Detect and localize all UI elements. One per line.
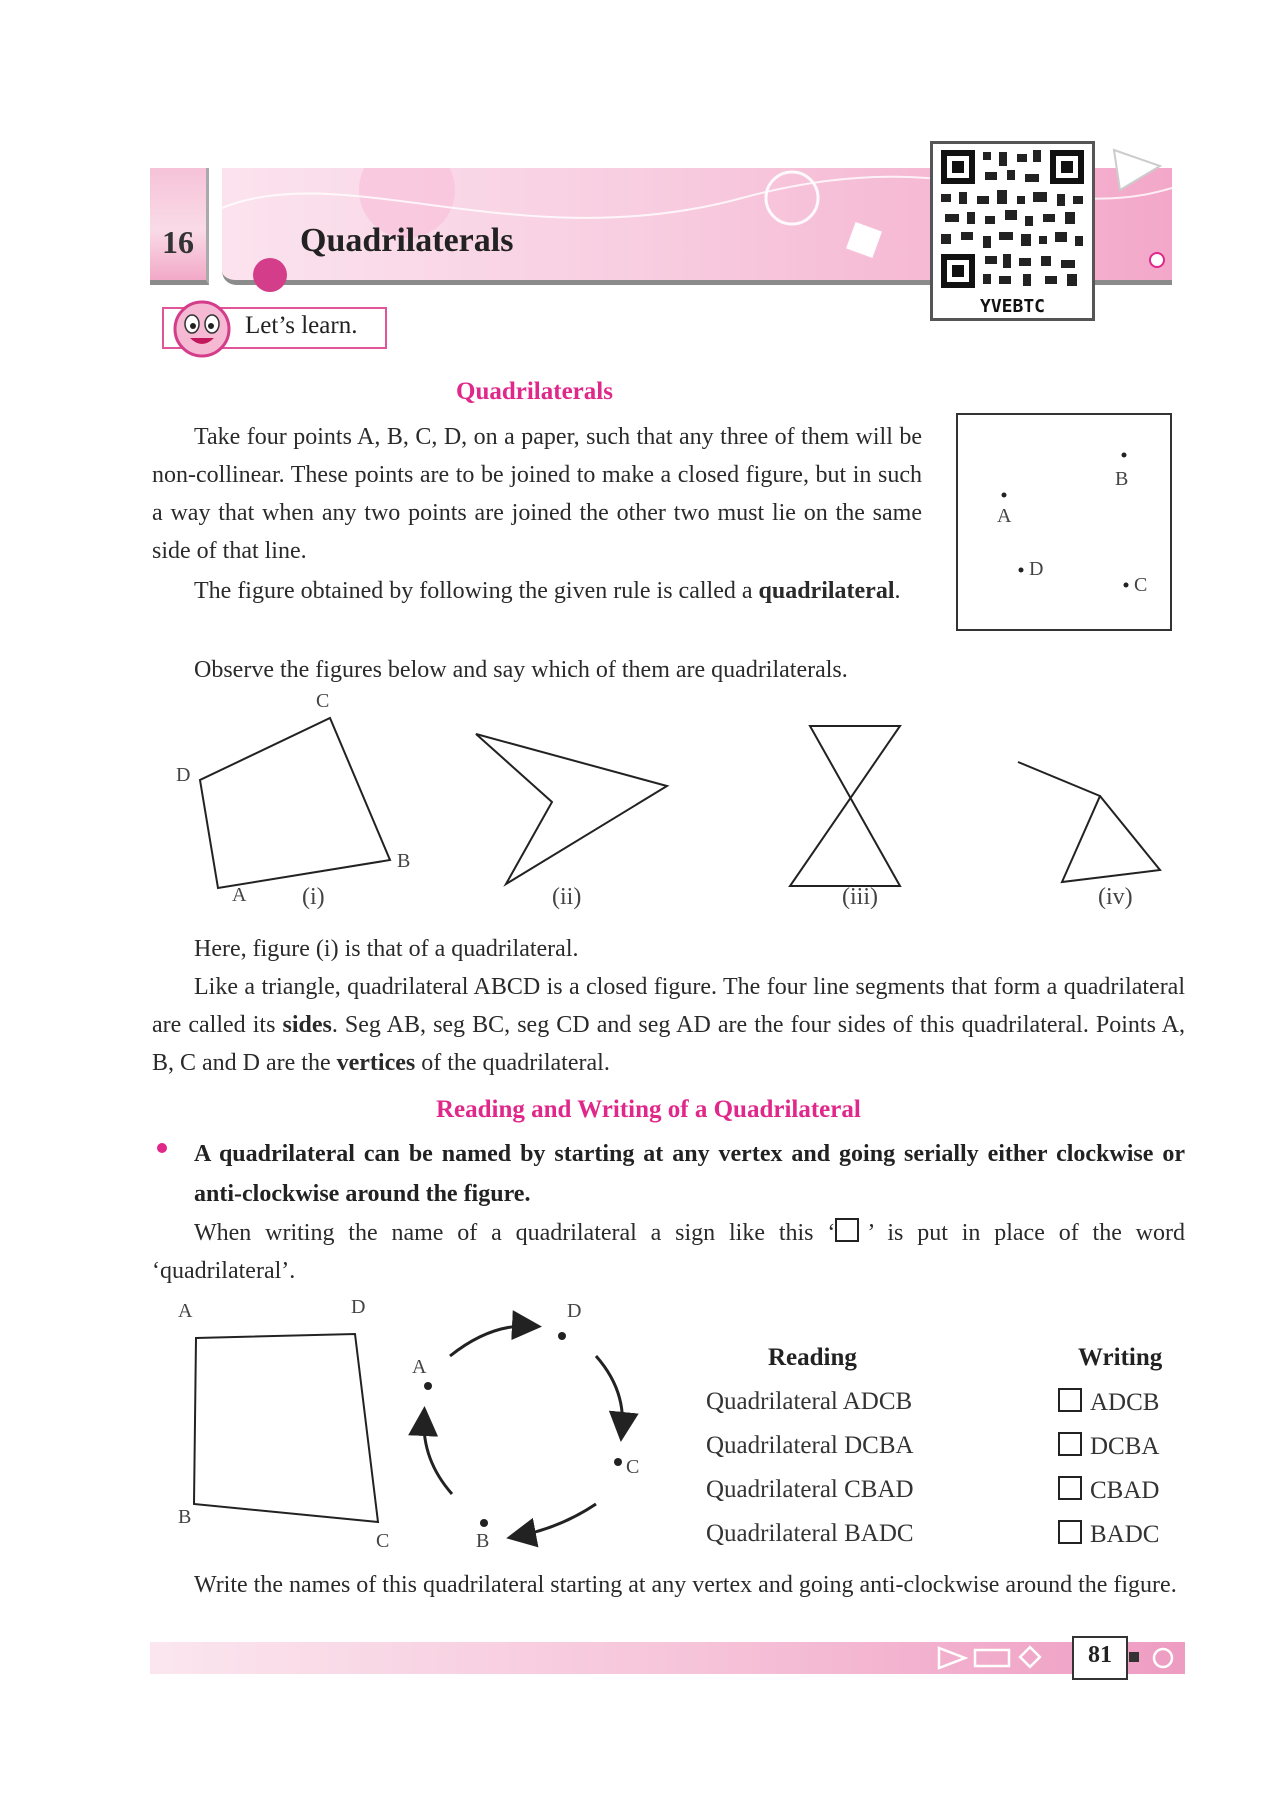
points-box-figure [956, 413, 1172, 631]
quad-label-c: C [376, 1530, 390, 1552]
fig3-caption: (iii) [842, 884, 878, 910]
sign-text-b: ’ is put in place of the word ‘quadrilateral’. [152, 1220, 1185, 1284]
reading-cell: Quadrilateral DCBA [706, 1432, 914, 1459]
table-row [706, 1512, 1228, 1556]
quad-label-b: B [178, 1506, 192, 1528]
fig1-caption: (i) [302, 884, 325, 910]
table-header-row [706, 1336, 1228, 1380]
reading-cell: Quadrilateral CBAD [706, 1476, 914, 1503]
writing-value: DCBA [1090, 1432, 1160, 1460]
sides-text-a: Like a triangle, quadrilateral ABCD is a closed figure. The four line segments that form a quadrilateral are called its [152, 974, 1185, 1038]
table-row [706, 1424, 1228, 1468]
definition-end: . [894, 578, 901, 604]
chapter-number: 16 [162, 224, 194, 260]
open-shape [1018, 762, 1160, 882]
qr-code-pattern [933, 144, 1092, 294]
writing-cell [1058, 1512, 1228, 1556]
square-sign-icon [1058, 1476, 1082, 1500]
reading-cell: Quadrilateral ADCB [706, 1388, 913, 1415]
term-vertices: vertices [336, 1050, 416, 1076]
writing-value: BADC [1090, 1520, 1160, 1548]
reading-header: Reading [768, 1344, 857, 1371]
square-sign-icon [1058, 1432, 1082, 1456]
definition-paragraph [152, 572, 922, 610]
bullet-icon [154, 1140, 170, 1156]
term-quadrilateral: quadrilateral [758, 578, 895, 604]
fig4-caption: (iv) [1098, 884, 1133, 910]
fig1-label-c: C [316, 690, 330, 712]
point-d-label: D [1029, 558, 1044, 580]
reading-cell: Quadrilateral BADC [706, 1520, 914, 1547]
chapter-title: Quadrilaterals [300, 222, 514, 259]
cycle-label-d: D [567, 1300, 582, 1322]
definition-text: The figure obtained by following the given rule is called a [194, 578, 759, 604]
vertex-cycle-figure [400, 1300, 660, 1560]
page-number: 81 [1088, 1642, 1112, 1668]
quad-label-a: A [178, 1300, 193, 1322]
figure-i-note: Here, figure (i) is that of a quadrilateral. [194, 936, 579, 962]
writing-cell [1058, 1468, 1228, 1512]
writing-header: Writing [1078, 1344, 1163, 1371]
fig1-label-d: D [176, 764, 191, 786]
table-row [706, 1468, 1228, 1512]
cycle-label-a: A [412, 1356, 427, 1378]
quadrilateral-shape [200, 718, 390, 888]
writing-cell [1058, 1424, 1228, 1468]
intro-paragraph: Take four points A, B, C, D, on a paper, such that any three of them will be non-collinear. These points are to be joined to make a closed figure, but in such a way that when any two points are joined the other two must lie on the same side of that line. [152, 424, 922, 564]
qr-caption: YVEBTC [979, 296, 1046, 317]
pink-dot-icon [250, 255, 290, 295]
point-c-label: C [1134, 574, 1148, 596]
quad-label-d: D [351, 1296, 366, 1318]
square-sign-icon [1058, 1520, 1082, 1544]
sides-text-b: . Seg AB, seg BC, seg CD and seg AD are the four sides of this quadrilateral. Points A, B, C and D are the [152, 1012, 1186, 1076]
play-triangle-icon [1110, 146, 1166, 194]
point-b-label: B [1115, 468, 1129, 490]
table-row [706, 1380, 1228, 1424]
fig1-label-a: A [232, 884, 247, 906]
naming-rule: A quadrilateral can be named by starting at any vertex and going serially either clockwise or anti-clockwise around the figure. [194, 1141, 1185, 1207]
sign-text-a: When writing the name of a quadrilateral a sign like this ‘ [194, 1220, 836, 1246]
closing-exercise: Write the names of this quadrilateral starting at any vertex and going anti-clockwise around the figure. [194, 1572, 1177, 1598]
observe-paragraph: Observe the figures below and say which of them are quadrilaterals. [194, 657, 848, 683]
point-a-label: A [997, 505, 1012, 527]
cycle-label-b: B [476, 1530, 490, 1552]
section-heading-reading-writing: Reading and Writing of a Quadrilateral [436, 1096, 861, 1123]
term-sides: sides [282, 1012, 332, 1038]
concave-shape [476, 734, 667, 884]
qr-code [930, 141, 1095, 321]
smiley-face-icon [168, 298, 238, 360]
writing-value: ADCB [1090, 1388, 1160, 1416]
reading-writing-table [706, 1336, 1228, 1556]
sides-vertices-paragraph [152, 968, 1185, 1082]
crossed-shape [790, 726, 900, 886]
section-heading-quadrilaterals: Quadrilaterals [456, 378, 613, 405]
fig2-caption: (ii) [552, 884, 582, 910]
square-sign-icon [1058, 1388, 1082, 1412]
cycle-label-c: C [626, 1456, 640, 1478]
lets-learn-label: Let’s learn. [245, 312, 358, 339]
writing-value: CBAD [1090, 1476, 1160, 1504]
fig1-label-b: B [397, 850, 411, 872]
writing-cell [1058, 1380, 1228, 1424]
sign-paragraph [152, 1214, 1185, 1290]
footer-shapes-decoration [935, 1644, 1185, 1672]
sides-text-c: of the quadrilateral. [415, 1050, 610, 1076]
quadrilateral-abcd-figure [180, 1300, 400, 1540]
square-sign-icon [835, 1218, 859, 1242]
shapes-figures [150, 690, 1185, 900]
